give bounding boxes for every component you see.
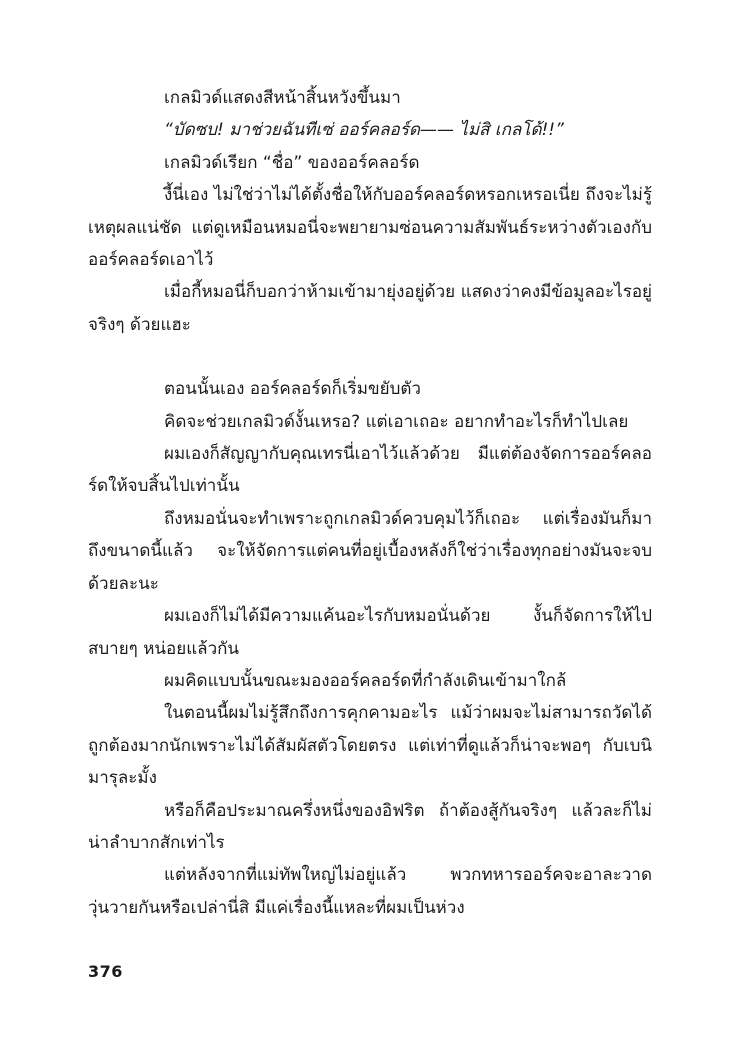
paragraph: เมื่อกี้หมอนี่ก็บอกว่าห้ามเข้ามายุ่งอยู่ด้วย แสดงว่าคงมีข้อมูลอะไรอยู่จริงๆ ด้วยแฮะ bbox=[88, 282, 652, 335]
paragraph: งี้นี่เอง ไม่ใช่ว่าไม่ได้ตั้งชื่อให้กับออร์คลอร์ดหรอกเหรอเนี่ย ถึงจะไม่รู้เหตุผลแน่ชัด แต่ดูเหมือนหมอนี่จะพยายามซ่อนความสัมพันธ์ระหว่างตัวเองกับออร์คลอร์ดเอาไว้ bbox=[88, 185, 652, 271]
page-number: 376 bbox=[88, 962, 123, 981]
paragraph: หรือก็คือประมาณครึ่งหนึ่งของอิฟริต ถ้าต้องสู้กันจริงๆ แล้วละก็ไม่น่าลำบากสักเท่าไร bbox=[88, 800, 652, 853]
dialogue-paragraph: “บัดซบ! มาช่วยฉันทีเซ่ ออร์คลอร์ด—— ไม่สิ เกลโด้!!” bbox=[164, 120, 564, 141]
paragraph: ตอนนั้นเอง ออร์คลอร์ดก็เริ่มขยับตัว bbox=[164, 379, 421, 400]
paragraph: เกลมิวด์แสดงสีหน้าสิ้นหวังขึ้นมา bbox=[164, 88, 401, 108]
paragraph: ในตอนนี้ผมไม่รู้สึกถึงการคุกคามอะไร แม้ว่าผมจะไม่สามารถวัดได้ถูกต้องมากนักเพราะไม่ได้สัมผัสตัวโดยตรง แต่เท่าที่ดูแล้วก็น่าจะพอๆ กับเบนิมารุละมั้ง bbox=[88, 703, 652, 789]
paragraph: ผมเองก็สัญญากับคุณเทรนี่เอาไว้แล้วด้วย มีแต่ต้องจัดการออร์คลอร์ดให้จบสิ้นไปเท่านั้น bbox=[88, 444, 652, 497]
paragraph: ถึงหมอนั่นจะทำเพราะถูกเกลมิวด์ควบคุมไว้ก็เถอะ แต่เรื่องมันก็มาถึงขนาดนี้แล้ว จะให้จัดการแต่คนที่อยู่เบื้องหลังก็ใช่ว่าเรื่องทุกอย่างมันจะจบด้วยละนะ bbox=[88, 508, 652, 594]
paragraph: ผมเองก็ไม่ได้มีความแค้นอะไรกับหมอนั่นด้วย งั้นก็จัดการให้ไปสบายๆ หน่อยแล้วกัน bbox=[88, 606, 652, 659]
paragraph: เกลมิวด์เรียก “ชื่อ” ของออร์คลอร์ด bbox=[164, 152, 420, 173]
paragraph: ผมคิดแบบนั้นขณะมองออร์คลอร์ดที่กำลังเดินเข้ามาใกล้ bbox=[164, 670, 567, 691]
paragraph: แต่หลังจากที่แม่ทัพใหญ่ไม่อยู่แล้ว พวกทหารออร์คจะอาละวาดวุ่นวายกันหรือเปล่านี่สิ มีแค่เรื่องนี้แหละที่ผมเป็นห่วง bbox=[88, 865, 652, 918]
body-text bbox=[88, 82, 652, 924]
paragraph: คิดจะช่วยเกลมิวด์งั้นเหรอ? แต่เอาเถอะ อยากทำอะไรก็ทำไปเลย bbox=[164, 411, 629, 432]
